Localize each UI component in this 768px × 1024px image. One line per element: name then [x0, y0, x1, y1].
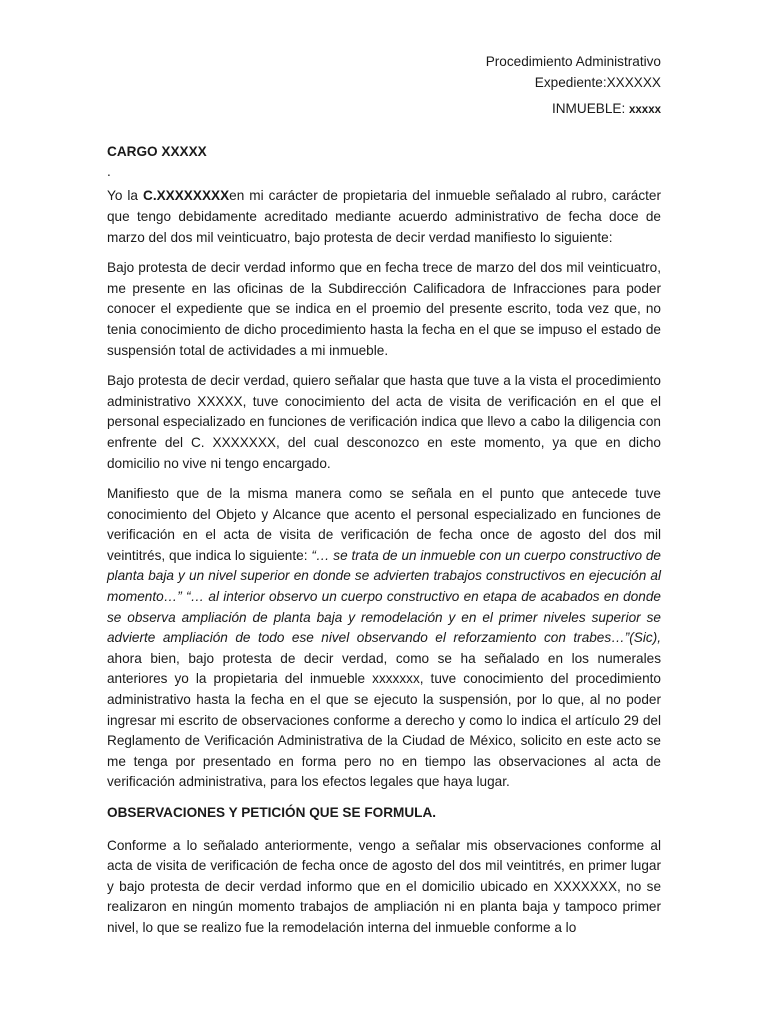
inmueble-value: xxxxx — [629, 104, 661, 117]
procedure-title: Procedimiento Administrativo — [485, 54, 661, 69]
inmueble-label: INMUEBLE: — [551, 101, 630, 117]
paragraph-intro — [107, 186, 661, 248]
intro-pre: Yo la — [107, 188, 144, 204]
cargo-dot: . — [107, 164, 111, 180]
document-header — [107, 52, 661, 121]
expediente-line: Expediente:XXXXXX — [534, 74, 661, 90]
intro-name: C.XXXXXXXX — [143, 188, 230, 204]
paragraph-2: Bajo protesta de decir verdad informo que en fecha trece de marzo del dos mil veinticuatro, me presente en las oficinas de la Subdirección Calificadora de Infracciones para poder conocer el expediente que se indica en el proemio del presente escrito, toda vez que, no tenia conocimiento de dicho procedimiento hasta la fecha en el que se impuso el estado de suspensión total de actividades a mi inmueble. — [107, 260, 661, 358]
paragraph-5: Conforme a lo señalado anteriormente, vengo a señalar mis observaciones conforme al acta de visita de verificación de fecha once de agosto del dos mil veintitrés, en primer lugar y bajo protesta de decir verdad informo que en el domicilio ubicado en XXXXXXX, no se realizaron en ningún momento trabajos de ampliación ni en planta baja y tampoco primer nivel, lo que se realizo fue la remodelación interna del inmueble conforme a lo — [107, 837, 661, 935]
intro-post: en mi carácter de propietaria del inmueble señalado al rubro, carácter que tengo debidamente acreditado mediante acuerdo administrativo de fecha doce de marzo del dos mil veinticuatro, bajo protesta de decir verdad manifiesto lo siguiente: — [107, 188, 661, 245]
paragraph-3: Bajo protesta de decir verdad, quiero señalar que hasta que tuve a la vista el procedimiento administrativo XXXXX, tuve conocimiento del acta de visita de verificación en el que el personal especializado en funciones de verificación indica que llevo a cabo la diligencia con enfrente del C. XXXXXXX, del cual desconozco en este momento, ya que en dicho domicilio no vive ni tengo encargado. — [107, 373, 661, 471]
p4-quote: “… se trata de un inmueble con un cuerpo constructivo de planta baja y un nivel superior en donde se advierten trabajos constructivos en ejecución al momento…” “… al interior observo un cuerpo constructivo en etapa de acabados en donde se observa ampliación de planta baja y remodelación y en el primer niveles superior se advierte ampliación de todo ese nivel observando el reforzamiento con trabes…”(Sic), — [107, 547, 661, 646]
cargo-heading: CARGO XXXXX — [107, 143, 207, 159]
paragraph-4 — [107, 484, 661, 793]
p4-part1: Manifiesto que de la misma manera como se señala en el punto que antecede tuve conocimiento del Objeto y Alcance que acento el personal especializado en funciones de verificación en el acta de visita de verificación de fecha once de agosto del dos mil veintitrés, que indica lo siguiente: — [107, 486, 661, 563]
document-page — [107, 52, 661, 949]
section-title: OBSERVACIONES Y PETICIÓN QUE SE FORMULA. — [107, 805, 437, 820]
inmueble-line — [107, 99, 661, 121]
p4-part2: ahora bien, bajo protesta de decir verdad, como se ha señalado en los numerales anteriores yo la propietaria del inmueble xxxxxxx, tuve conocimiento del procedimiento administrativo hasta la fecha en el que se ejecuto la suspensión, por lo que, al no poder ingresar mi escrito de observaciones conforme a derecho y como lo indica el artículo 29 del Reglamento de Verificación Administrativa de la Ciudad de México, solicito en este acto se me tenga por presentado en forma pero no en tiempo las observaciones al acta de verificación administrativa, para los efectos legales que haya lugar. — [107, 650, 661, 790]
